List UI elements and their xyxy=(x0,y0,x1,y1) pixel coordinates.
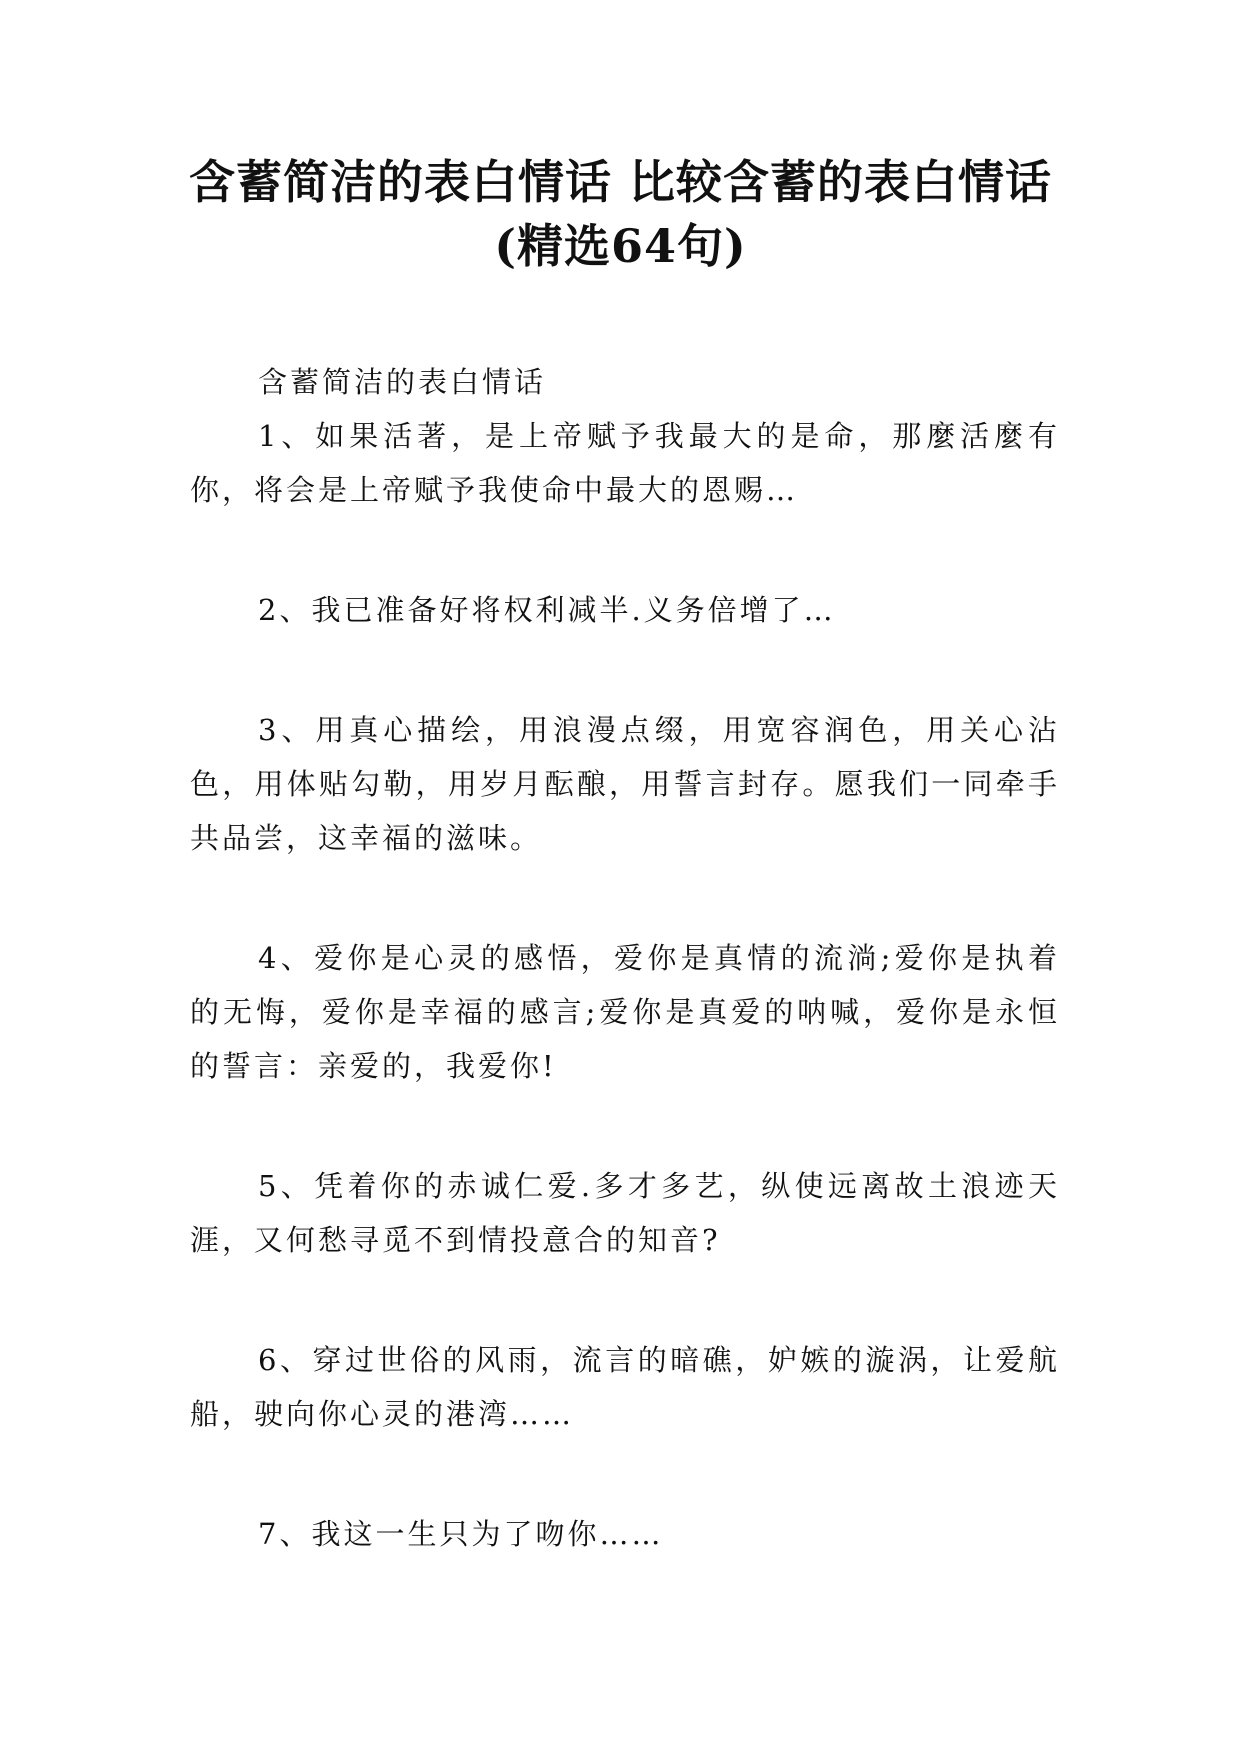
title-line-1: 含蓄简洁的表白情话 比较含蓄的表白情话 xyxy=(188,155,1052,209)
quote-paragraph-6: 6、穿过世俗的风雨，流言的暗礁，妒嫉的漩涡，让爱航船，驶向你心灵的港湾…… xyxy=(190,1343,1060,1431)
section-subheading: 含蓄简洁的表白情话 xyxy=(258,365,547,399)
quote-paragraph-1: 1、如果活著，是上帝赋予我最大的是命，那麼活麼有你，将会是上帝赋予我使命中最大的恩赐… xyxy=(190,419,1060,507)
title-line-2: (精选64句) xyxy=(494,219,747,273)
quote-paragraph-4: 4、爱你是心灵的感悟，爱你是真情的流淌;爱你是执着的无悔，爱你是幸福的感言;爱你是真爱的呐喊，爱你是永恒的誓言：亲爱的，我爱你! xyxy=(190,941,1060,1083)
quote-paragraph-3: 3、用真心描绘，用浪漫点缀，用宽容润色，用关心沾色，用体贴勾勒，用岁月酝酿，用誓言封存。愿我们一同牵手共品尝，这幸福的滋味。 xyxy=(190,713,1060,855)
quote-paragraph-2: 2、我已准备好将权利减半.义务倍增了… xyxy=(258,593,836,627)
document-body xyxy=(190,355,1060,1627)
quote-paragraph-7: 7、我这一生只为了吻你…… xyxy=(258,1517,664,1551)
quote-paragraph-5: 5、凭着你的赤诚仁爱.多才多艺，纵使远离故土浪迹天涯，又何愁寻觅不到情投意合的知音? xyxy=(190,1169,1060,1257)
page-title xyxy=(150,150,1091,278)
